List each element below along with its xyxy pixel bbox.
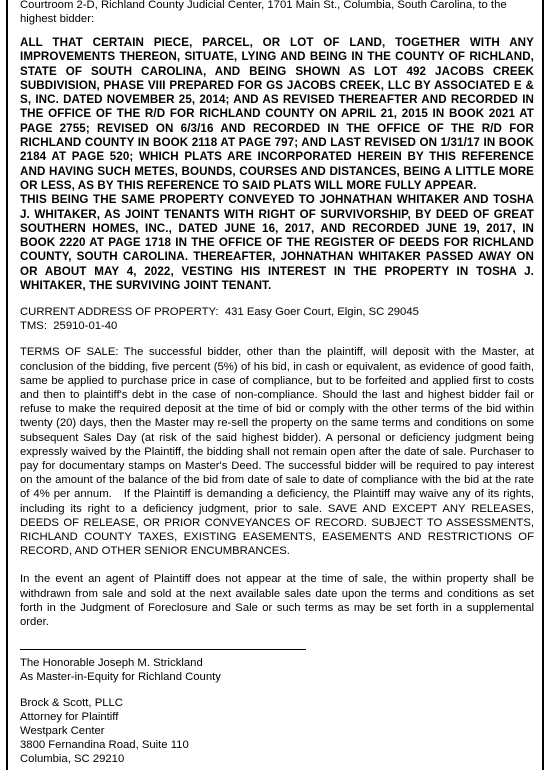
- plaintiff-absence-paragraph: In the event an agent of Plaintiff does not appear at the time of sale, the within property shall be withdrawn from sale and sold at the next available sales date upon the terms and conditions as set forth in the Judgment of Foreclosure and Sale or such terms as may be set forth in a supplemental order.: [20, 573, 534, 628]
- tms-number: TMS: 25910-01-40: [20, 320, 118, 333]
- master-title: As Master-in-Equity for Richland County: [20, 671, 221, 684]
- legal-notice: [6, 0, 544, 770]
- office-street: 3800 Fernandina Road, Suite 110: [20, 739, 189, 752]
- property-info: [20, 305, 534, 333]
- chain-of-title-paragraph: THIS BEING THE SAME PROPERTY CONVEYED TO JOHNATHAN WHITAKER AND TOSHA J. WHITAKER, AS JOINT TENANTS WITH RIGHT OF SURVIVORSHIP, BY DEED OF GREAT SOUTHERN HOMES, INC., DATED JUNE 16, 2017, AND RECORDED JUNE 19, 2017, IN BOOK 2220 AT PAGE 1718 IN THE OFFICE OF THE REGISTER OF DEEDS FOR RICHLAND COUNTY, SOUTH CAROLINA. THEREAFTER, JOHNATHAN WHITAKER PASSED AWAY ON OR ABOUT MAY 4, 2022, VESTING HIS INTEREST IN THE PROPERTY IN TOSHA J. WHITAKER, THE SURVIVING JOINT TENANT.: [20, 193, 534, 293]
- office-city: Columbia, SC 29210: [20, 753, 125, 766]
- legal-description-paragraph: ALL THAT CERTAIN PIECE, PARCEL, OR LOT OF LAND, TOGETHER WITH ANY IMPROVEMENTS THEREON, SITUATE, LYING AND BEING IN THE COUNTY OF RICHLAND, STATE OF SOUTH CAROLINA, AND BEING SHOWN AS LOT 492 JACOBS CREEK SUBDIVISION, PHASE VIII PREPARED FOR GS JACOBS CREEK, LLC BY ASSOCIATED E & S, INC. DATED NOVEMBER 25, 2014; AND AS REVISED THEREAFTER AND RECORDED IN THE OFFICE OF THE R/D FOR RICHLAND COUNTY ON APRIL 21, 2015 IN BOOK 2021 AT PAGE 2755; REVISED ON 6/3/16 AND RECORDED IN THE OFFICE OF THE R/D FOR RICHLAND COUNTY IN BOOK 2118 AT PAGE 797; AND LAST REVISED ON 1/31/17 IN BOOK 2184 AT PAGE 520; WHICH PLATS ARE INCORPORATED HEREIN BY THIS REFERENCE AND HAVING SUCH METES, BOUNDS, COURSES AND DISTANCES, BEING A LITTLE MORE OR LESS, AS BY THIS REFERENCE TO SAID PLATS WILL MORE FULLY APPEAR.: [20, 36, 534, 192]
- property-address: CURRENT ADDRESS OF PROPERTY: 431 Easy Goer Court, Elgin, SC 29045: [20, 306, 419, 319]
- attorney-role: Attorney for Plaintiff: [20, 711, 119, 724]
- signature-line: [20, 649, 306, 650]
- law-firm-name: Brock & Scott, PLLC: [20, 697, 123, 710]
- master-name: The Honorable Joseph M. Strickland: [20, 657, 203, 670]
- office-name: Westpark Center: [20, 725, 105, 738]
- master-signature-block: [20, 656, 534, 684]
- attorney-block: [20, 696, 534, 766]
- sale-location-text: Courtroom 2-D, Richland County Judicial Center, 1701 Main St., Columbia, South Carolina, to the highest bidder:: [20, 0, 507, 25]
- terms-of-sale-paragraph: TERMS OF SALE: The successful bidder, other than the plaintiff, will deposit with the Master, at conclusion of the bidding, five percent (5%) of his bid, in cash or equivalent, as evidence of good faith, same be applied to purchase price in case of compliance, but to be forfeited and applied first to costs and then to plaintiff's debt in the case of non-compliance. Should the last and highest bidder fail or refuse to make the required deposit at the time of bid or comply with the other terms of the bid within twenty (20) days, then the Master may re-sell the property on the same terms and conditions on some subsequent Sales Day (at risk of the said highest bidder). A personal or deficiency judgment being expressly waived by the Plaintiff, the bidding shall not remain open after the date of sale. Purchaser to pay for documentary stamps on Master's Deed. The successful bidder will be required to pay interest on the amount of the balance of the bid from date of sale to date of compliance with the bid at the rate of 4% per annum. If the Plaintiff is demanding a deficiency, the Plaintiff may waive any of its rights, including its right to a deficiency judgment, prior to sale. SAVE AND EXCEPT ANY RELEASES, DEEDS OF RELEASE, OR PRIOR CONVEYANCES OF RECORD. SUBJECT TO ASSESSMENTS, RICHLAND COUNTY TAXES, EXISTING EASEMENTS, EASEMENTS AND RESTRICTIONS OF RECORD, AND OTHER SENIOR ENCUMBRANCES.: [20, 346, 534, 558]
